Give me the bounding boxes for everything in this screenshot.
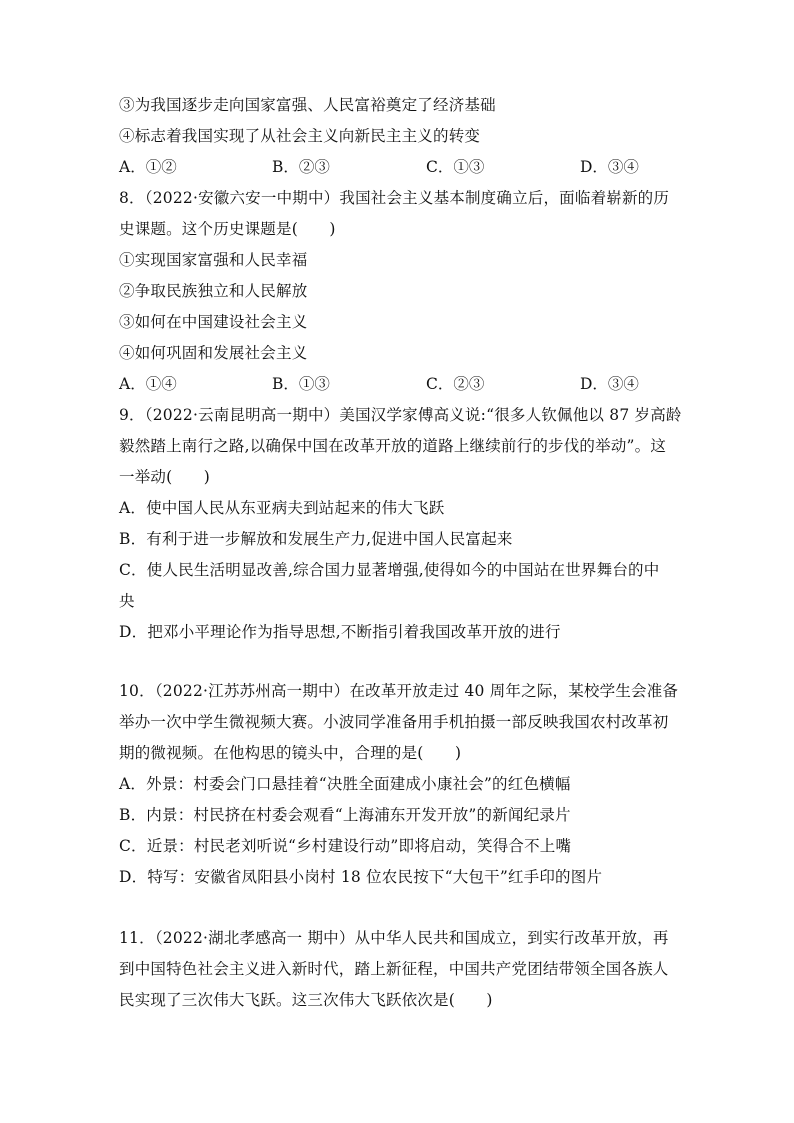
q8-item-3: ③如何在中国建设社会主义 (119, 313, 308, 331)
q8-item-2: ②争取民族独立和人民解放 (119, 282, 308, 300)
q10-option-c: C．近景：村民老刘听说“乡村建设行动”即将启动，笑得合不上嘴 (119, 837, 572, 855)
q11-stem-line-3: 民实现了三次伟大飞跃。这三次伟大飞跃依次是( ) (119, 991, 493, 1009)
q8-option-c: C．②③ (426, 375, 485, 393)
q10-stem-line-1: 10．（2022·江苏苏州高一期中）在改革开放走过 40 周年之际，某校学生会准备 (119, 682, 679, 700)
q7-option-c: C．①③ (426, 158, 485, 176)
q7-option-d: D．③④ (580, 158, 639, 176)
q10-stem-line-3: 期的微视频。在他构思的镜头中，合理的是( ) (119, 744, 462, 762)
q9-stem-line-3: 一举动( ) (119, 468, 210, 486)
q10-option-b: B．内景：村民挤在村委会观看“上海浦东开发开放”的新闻纪录片 (119, 806, 571, 824)
q7-item-3: ③为我国逐步走向国家富强、人民富裕奠定了经济基础 (119, 96, 496, 114)
q8-stem-line-2: 史课题。这个历史课题是( ) (119, 220, 336, 238)
q11-stem-line-2: 到中国特色社会主义进入新时代，踏上新征程，中国共产党团结带领全国各族人 (119, 960, 669, 978)
q7-item-4: ④标志着我国实现了从社会主义向新民主主义的转变 (119, 127, 481, 145)
q9-option-b: B．有利于进一步解放和发展生产力,促进中国人民富起来 (119, 530, 513, 548)
q8-option-b: B．①③ (272, 375, 330, 393)
q8-option-a: A．①④ (119, 375, 177, 393)
q8-item-4: ④如何巩固和发展社会主义 (119, 344, 308, 362)
q8-option-d: D．③④ (580, 375, 639, 393)
q10-stem-line-2: 举办一次中学生微视频大赛。小波同学准备用手机拍摄一部反映我国农村改革初 (119, 713, 669, 731)
q7-option-b: B．②③ (272, 158, 330, 176)
q9-option-c-line-2: 央 (119, 592, 135, 610)
q9-option-a: A．使中国人民从东亚病夫到站起来的伟大飞跃 (119, 499, 445, 517)
q7-option-a: A．①② (119, 158, 177, 176)
q11-stem-line-1: 11．（2022·湖北孝感高一 期中）从中华人民共和国成立，到实行改革开放，再 (119, 929, 669, 947)
q8-stem-line-1: 8．（2022·安徽六安一中期中）我国社会主义基本制度确立后，面临着崭新的历 (119, 189, 670, 207)
q9-stem-line-1: 9．（2022·云南昆明高一期中）美国汉学家傅高义说:“很多人钦佩他以 87 岁高龄 (119, 406, 682, 424)
q9-option-c-line-1: C．使人民生活明显改善,综合国力显著增强,使得如今的中国站在世界舞台的中 (119, 561, 660, 579)
q8-item-1: ①实现国家富强和人民幸福 (119, 251, 308, 269)
q10-option-a: A．外景：村委会门口悬挂着“决胜全面建成小康社会”的红色横幅 (119, 775, 571, 793)
q10-option-d: D．特写：安徽省凤阳县小岗村 18 位农民按下“大包干”红手印的图片 (119, 868, 603, 886)
q9-option-d: D．把邓小平理论作为指导思想,不断指引着我国改革开放的进行 (119, 623, 561, 641)
q9-stem-line-2: 毅然踏上南行之路,以确保中国在改革开放的道路上继续前行的步伐的举动”。这 (119, 437, 667, 455)
